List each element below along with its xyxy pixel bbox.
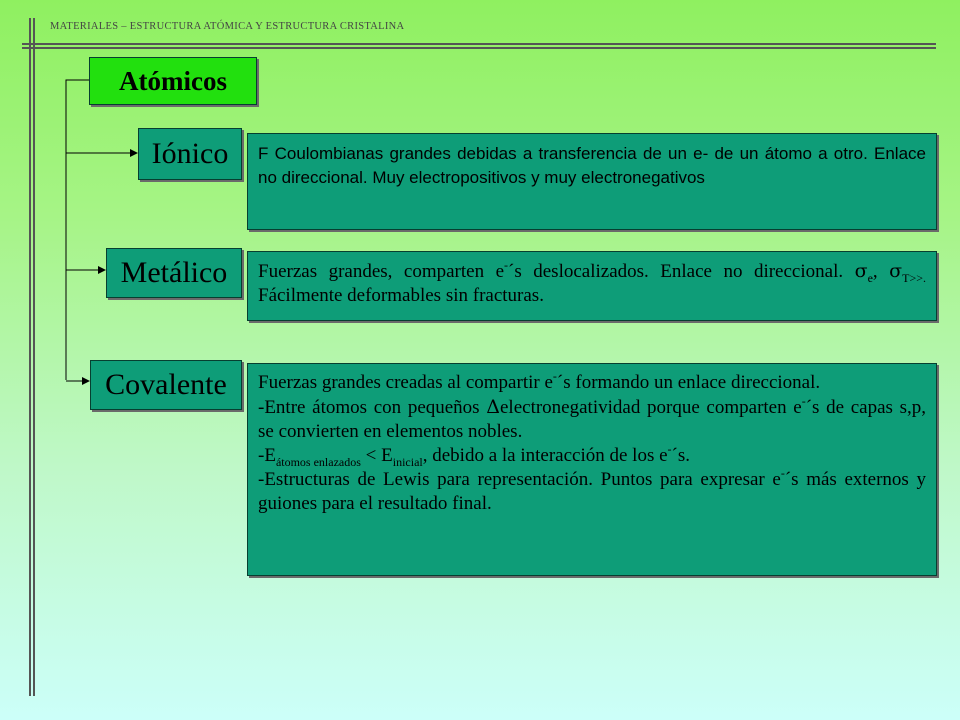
slide-header: MATERIALES – ESTRUCTURA ATÓMICA Y ESTRUCTURA CRISTALINA bbox=[50, 21, 405, 32]
bond-desc-covalente bbox=[247, 363, 937, 576]
covalente-para-2: -Entre átomos con pequeños Δelectronegatividad porque comparten e-´s de capas s,p, se convierten en elementos nobles. bbox=[258, 394, 927, 442]
title-text: Atómicos bbox=[119, 65, 227, 96]
bond-label-covalente: Covalente bbox=[105, 368, 227, 401]
bond-desc-metalico bbox=[247, 251, 937, 321]
bond-box-ionico bbox=[138, 128, 242, 180]
delta-symbol: Δ bbox=[486, 396, 500, 418]
connector-trunk bbox=[66, 80, 89, 380]
covalente-para-3: $-E_{átomos enlazados} < E_{inicial}$, debido a la interacción de los e-´s. bbox=[258, 442, 691, 469]
metalico-text: Fuerzas grandes, comparten e-´s deslocalizados. Enlace no direccional. $\sigma_e$, $\sigma_{T>>.}$ Fácilmente deformables sin fracturas. bbox=[258, 258, 927, 306]
bond-box-covalente bbox=[90, 360, 242, 410]
covalente-para-4: -Estructuras de Lewis para representación. Puntos para expresar e-´s más externos y guiones para el resultado final. bbox=[258, 466, 926, 514]
bond-box-metalico bbox=[106, 248, 242, 298]
sigma-symbol: σ bbox=[889, 260, 903, 282]
ionico-text: F Coulombianas grandes debidas a transferencia de un e- de un átomo a otro. Enlace no direccional. Muy electropositivos y muy electronegativos bbox=[258, 144, 926, 187]
sigma-symbol: σ bbox=[854, 260, 868, 282]
bond-label-metalico: Metálico bbox=[120, 256, 228, 289]
bond-label-ionico: Iónico bbox=[151, 137, 229, 170]
title-box bbox=[89, 57, 257, 105]
bond-desc-ionico bbox=[247, 133, 937, 230]
covalente-para-1: Fuerzas grandes creadas al compartir e-´s formando un enlace direccional. bbox=[258, 369, 821, 393]
